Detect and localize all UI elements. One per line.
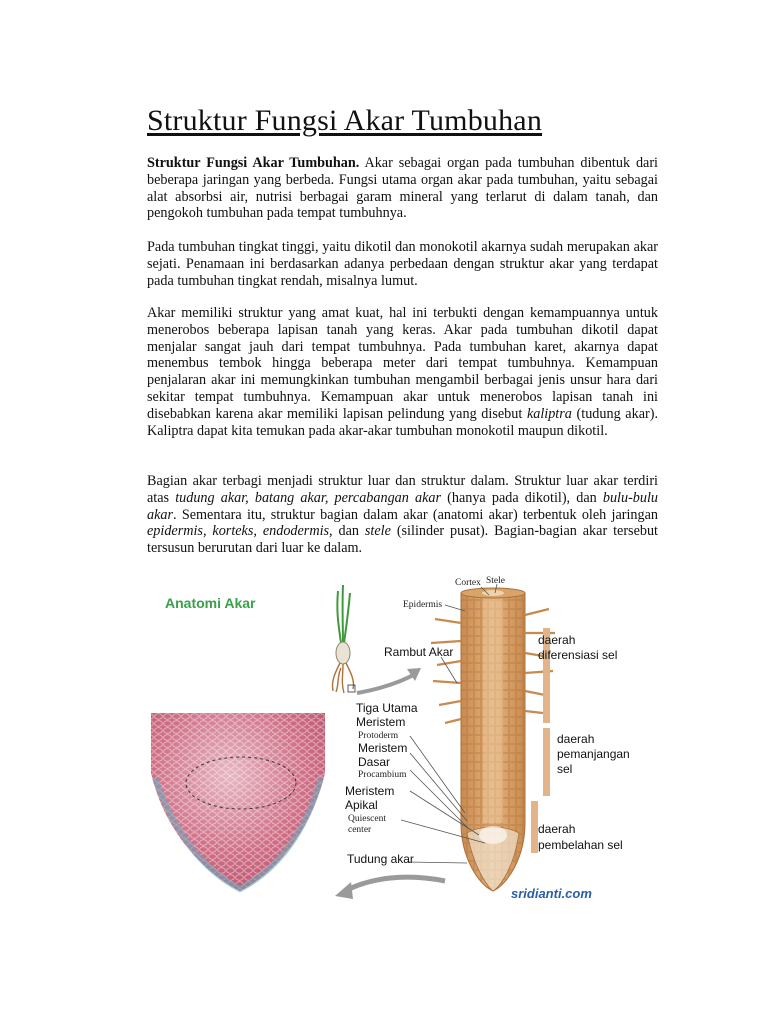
paragraph-2: Pada tumbuhan tingkat tinggi, yaitu dikotil dan monokotil akarnya sudah merupakan akar sejati. Penamaan ini berdasarkan adanya perbedaan dengan struktur akar yang terdapat pada tumbuhan tingkat rendah, misalnya lumut. [147, 239, 658, 289]
label-meristem-dasar-line2: Dasar [358, 755, 391, 769]
label-zone-division-line2: pembelahan sel [538, 838, 623, 852]
arrow-to-root [357, 673, 417, 693]
label-quiescent-line1: Quiescent [348, 814, 386, 824]
paragraph-1 [147, 155, 658, 222]
label-tiga-utama-line1: Tiga Utama [356, 701, 418, 715]
label-zone-elongation-line1: daerah [557, 732, 595, 746]
paragraph-4-term-stele: stele [364, 523, 391, 540]
zone-bar-elongation [543, 728, 550, 796]
paragraph-1-lead: Struktur Fungsi Akar Tumbuhan. [147, 155, 360, 171]
label-zone-elongation-line3: sel [557, 762, 573, 776]
paragraph-4-term-outer: tudung akar, batang akar, percabangan akar [175, 489, 441, 506]
label-meristem-dasar-line1: Meristem [358, 741, 408, 755]
label-cortex: Cortex [455, 578, 481, 588]
label-zone-differentiation-line1: daerah [538, 633, 576, 647]
label-stele: Stele [486, 576, 505, 586]
watermark-text: sridianti.com [511, 886, 592, 901]
paragraph-3 [147, 305, 658, 439]
label-rambut-akar: Rambut Akar [384, 645, 454, 659]
paragraph-3-text-a: Akar memiliki struktur yang amat kuat, hal ini terbukti dengan kemampuannya untuk menerobos beberapa lapisan tanah yang keras. Akar pada tumbuhan dikotil dapat menjalar sangat jauh dari tempat tumbuhnya. Pada tumbuhan karet, akarnya dapat menembus tembok hingga beberapa meter dari tempat tumbuhnya. Kemampuan penjalaran akar ini memungkinkan tumbuhan mengambil berbagai jenis unsur hara dari sekitar tempat tumbuhnya. Kemampuan akar untuk menerobos lapisan tanah ini disebabkan karena akar memiliki lapisan pelindung yang disebut [147, 305, 658, 422]
paragraph-4-text-e: (silinder pusat). Bagian-bagian akar tersebut tersusun berurutan dari luar ke dalam. [147, 523, 658, 557]
root-anatomy-figure [145, 573, 635, 913]
paragraph-4-text-c: . Sementara itu, struktur bagian dalam akar (anatomi akar) terbentuk oleh jaringan [173, 506, 658, 523]
paragraph-4 [147, 473, 658, 557]
paragraph-3-term-kaliptra: kaliptra [526, 405, 572, 422]
paragraph-1-text: Akar sebagai organ pada tumbuhan dibentuk dari beberapa jaringan yang berbeda. Fungsi utama organ akar pada tumbuhan, yaitu sebagai alat absorbsi air, nutrisi berbagai garam mineral yang terlarut di dalam tanah, dan pengokoh tumbuhan pada tempat tumbuhnya. [147, 155, 658, 222]
label-procambium: Procambium [358, 770, 407, 780]
root-anatomy-illustration [145, 573, 635, 913]
label-zone-division-line1: daerah [538, 822, 576, 836]
label-tudung-akar: Tudung akar [347, 852, 414, 866]
paragraph-3-text-b: (tudung akar). Kaliptra dapat kita temukan pada akar-akar tumbuhan monokotil maupun dikotil. [147, 405, 658, 439]
paragraph-4-text-b: (hanya pada dikotil), dan [441, 489, 603, 506]
root-tip-micrograph [151, 713, 325, 891]
paragraph-4-text-a: Bagian akar terbagi menjadi struktur luar dan struktur dalam. Struktur luar akar terdiri atas [147, 473, 658, 506]
seedling-icon [332, 585, 355, 693]
label-meristem-apikal-line2: Apikal [345, 798, 378, 812]
label-zone-differentiation-line2: diferensiasi sel [538, 648, 618, 662]
label-quiescent-line2: center [348, 825, 372, 835]
label-tiga-utama-line2: Meristem [356, 715, 406, 729]
zone-bar-division [531, 801, 538, 853]
label-zone-elongation-line2: pemanjangan [557, 747, 630, 761]
label-protoderm: Protoderm [358, 731, 399, 741]
arrow-back [345, 877, 445, 891]
label-epidermis: Epidermis [403, 600, 443, 610]
figure-heading: Anatomi Akar [165, 595, 256, 611]
label-meristem-apikal-line1: Meristem [345, 784, 395, 798]
paragraph-4-text-d: dan [332, 523, 365, 540]
paragraph-4-term-hairs: bulu-bulu akar [147, 489, 659, 523]
page-title: Struktur Fungsi Akar Tumbuhan [147, 104, 543, 137]
paragraph-4-term-inner: epidermis, korteks, endodermis, [147, 523, 333, 540]
